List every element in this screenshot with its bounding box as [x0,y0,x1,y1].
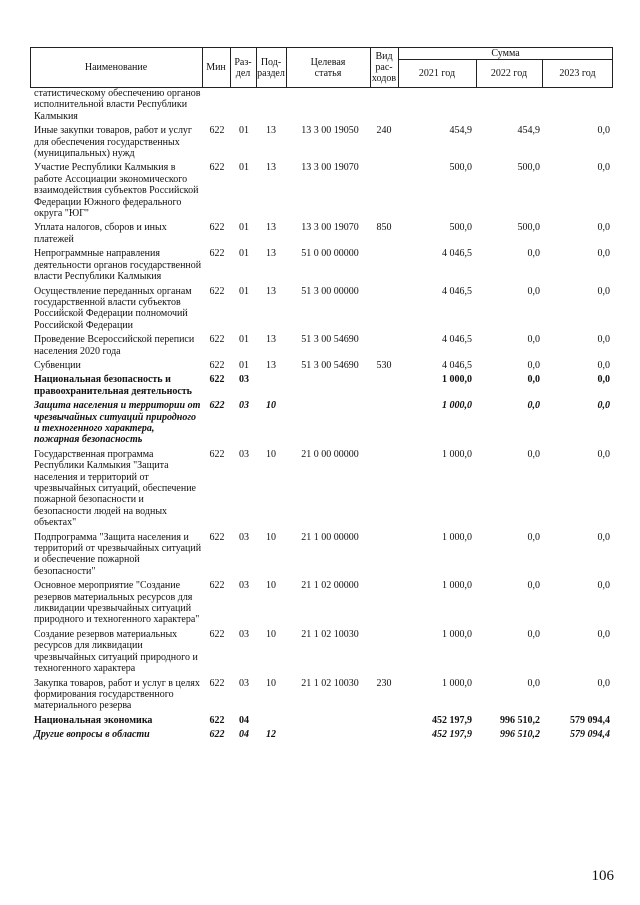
row-celevaya-statya: 51 3 00 54690 [301,334,359,346]
row-vid-rashodov: 850 [376,222,392,234]
row-podrazdel: 10 [266,531,276,543]
row-podrazdel: 13 [266,125,276,137]
row-sum-2021: 1 000,0 [442,677,472,689]
row-min: 622 [209,400,225,412]
row-celevaya-statya: 51 3 00 00000 [301,285,359,297]
row-sum-2021: 1 000,0 [442,580,472,592]
row-min: 622 [209,222,225,234]
row-name: Иные закупки товаров, работ и услуг для обеспечения государственных (муниципальных) нужд [34,125,193,160]
row-celevaya-statya: 51 3 00 54690 [301,359,359,371]
row-podrazdel: 10 [266,400,276,412]
row-podrazdel: 13 [266,162,276,174]
row-min: 622 [209,448,225,460]
row-sum-2021: 1 000,0 [442,628,472,640]
row-min: 622 [209,374,225,386]
row-vid-rashodov: 230 [376,677,392,689]
row-sum-2022: 996 510,2 [500,729,540,741]
row-sum-2021: 1 000,0 [442,374,472,386]
table-row [30,248,613,282]
row-sum-2022: 500,0 [517,222,540,234]
row-sum-2021: 4 046,5 [442,359,472,371]
row-vid-rashodov: 530 [376,359,392,371]
table-row [30,125,613,159]
row-sum-2023: 0,0 [597,580,610,592]
table-header [30,47,613,88]
row-sum-2023: 0,0 [597,531,610,543]
row-podrazdel: 13 [266,285,276,297]
row-razdel: 01 [239,285,249,297]
row-sum-2021: 1 000,0 [442,448,472,460]
table-row [30,400,613,446]
row-min: 622 [209,125,225,137]
header-celevaya: Целевая статья [310,56,346,79]
row-name: статистическому обеспечению органов исполнительной власти Республики Калмыкия [34,88,201,122]
table-row [30,286,613,332]
row-min: 622 [209,334,225,346]
row-sum-2023: 0,0 [597,285,610,297]
row-celevaya-statya: 13 3 00 19050 [301,125,359,137]
row-razdel: 03 [239,580,249,592]
row-min: 622 [209,580,225,592]
row-podrazdel: 13 [266,359,276,371]
row-razdel: 03 [239,531,249,543]
row-sum-2022: 996 510,2 [500,714,540,726]
row-sum-2022: 0,0 [527,448,540,460]
table-row [30,334,613,357]
row-celevaya-statya: 21 1 00 00000 [301,531,359,543]
row-sum-2021: 452 197,9 [432,714,472,726]
table-row [30,222,613,245]
row-sum-2023: 0,0 [597,125,610,137]
row-sum-2021: 1 000,0 [442,400,472,412]
row-min: 622 [209,359,225,371]
row-min: 622 [209,531,225,543]
row-razdel: 03 [239,677,249,689]
row-razdel: 03 [239,374,249,386]
table-row [30,88,613,122]
row-sum-2022: 0,0 [527,248,540,260]
row-sum-2021: 500,0 [449,162,472,174]
row-razdel: 01 [239,222,249,234]
row-podrazdel: 10 [266,628,276,640]
row-razdel: 01 [239,162,249,174]
row-name: Государственная программа Республики Калмыкия "Защита населения и территорий от чрезвычайных ситуаций, обеспечение пожарной безопасности и безопасности людей на водных объектах" [34,448,196,529]
row-name: Защита населения и территории от чрезвычайных ситуаций природного и техногенного характера, пожарная безопасность [34,400,201,446]
header-vid: Вид рас- ходов [371,51,397,84]
table-row [30,449,613,529]
row-sum-2021: 4 046,5 [442,285,472,297]
row-celevaya-statya: 21 1 02 00000 [301,580,359,592]
table-row [30,580,613,626]
table-row [30,162,613,219]
row-razdel: 04 [239,714,249,726]
row-podrazdel: 10 [266,677,276,689]
row-sum-2021: 4 046,5 [442,334,472,346]
row-sum-2023: 0,0 [597,628,610,640]
row-sum-2023: 0,0 [597,162,610,174]
row-razdel: 03 [239,448,249,460]
row-name: Подпрограмма "Защита населения и территорий от чрезвычайных ситуаций и обеспечение пожарной безопасности" [34,531,202,577]
header-name: Наименование [84,62,148,73]
row-sum-2022: 0,0 [527,400,540,412]
row-name: Создание резервов материальных ресурсов для ликвидации чрезвычайных ситуаций природного и техногенного характера [34,628,198,675]
table-row [30,715,613,726]
table-row [30,374,613,397]
header-summa: Сумма [491,47,520,59]
header-y2022: 2022 год [490,68,528,79]
table-row [30,729,613,740]
page-number: 106 [591,868,614,884]
table-row [30,678,613,712]
row-podrazdel: 10 [266,448,276,460]
row-celevaya-statya: 21 1 02 10030 [301,677,359,689]
row-podrazdel: 10 [266,580,276,592]
row-sum-2022: 0,0 [527,285,540,297]
row-name: Основное мероприятие "Создание резервов материальных ресурсов для ликвидации чрезвычайных ситуаций природного и техногенного характера" [34,580,200,626]
row-sum-2022: 0,0 [527,580,540,592]
row-sum-2022: 0,0 [527,677,540,689]
row-razdel: 03 [239,400,249,412]
row-sum-2022: 0,0 [527,359,540,371]
row-sum-2022: 0,0 [527,374,540,386]
row-razdel: 01 [239,248,249,260]
row-sum-2022: 0,0 [527,628,540,640]
row-name: Осуществление переданных органам государственной власти субъектов Российской Федерации полномочий Российской Федерации [34,285,192,331]
row-name: Уплата налогов, сборов и иных платежей [34,222,167,245]
row-celevaya-statya: 13 3 00 19070 [301,222,359,234]
row-name: Другие вопросы в области [34,729,150,741]
row-celevaya-statya: 21 0 00 00000 [301,448,359,460]
row-min: 622 [209,248,225,260]
row-razdel: 01 [239,359,249,371]
row-razdel: 01 [239,334,249,346]
row-name: Участие Республики Калмыкия в работе Ассоциации экономического взаимодействия субъектов Российской Федерации Южного федерального округа "ЮГ" [34,162,199,220]
header-razdel: Раз- дел [234,56,252,79]
row-name: Национальная безопасность и правоохранительная деятельность [34,374,192,397]
row-sum-2023: 579 094,4 [570,714,610,726]
row-podrazdel: 13 [266,334,276,346]
row-sum-2021: 454,9 [449,125,472,137]
row-sum-2022: 0,0 [527,334,540,346]
table-row [30,360,613,371]
row-sum-2023: 0,0 [597,374,610,386]
row-sum-2022: 500,0 [517,162,540,174]
row-sum-2021: 452 197,9 [432,729,472,741]
header-min: Мин [206,62,226,73]
row-name: Закупка товаров, работ и услуг в целях формирования государственного материального резерва [34,677,200,712]
row-min: 622 [209,677,225,689]
row-sum-2021: 1 000,0 [442,531,472,543]
row-name: Субвенции [34,359,81,371]
row-sum-2023: 0,0 [597,359,610,371]
row-min: 622 [209,714,225,726]
row-sum-2021: 4 046,5 [442,248,472,260]
header-y2021: 2021 год [418,68,456,79]
table-row [30,532,613,578]
row-razdel: 04 [239,729,249,741]
row-vid-rashodov: 240 [376,125,392,137]
row-sum-2023: 0,0 [597,222,610,234]
row-sum-2023: 0,0 [597,677,610,689]
row-sum-2023: 0,0 [597,334,610,346]
row-sum-2022: 0,0 [527,531,540,543]
row-podrazdel: 12 [266,729,276,741]
row-name: Проведение Всероссийской переписи населения 2020 года [34,334,195,357]
row-sum-2022: 454,9 [517,125,540,137]
row-name: Национальная экономика [34,714,153,726]
row-name: Непрограммные направления деятельности органов государственной власти Республики Калмыкия [34,248,202,283]
row-podrazdel: 13 [266,248,276,260]
row-razdel: 03 [239,628,249,640]
row-min: 622 [209,285,225,297]
row-podrazdel: 13 [266,222,276,234]
header-podrazdel: Под- раздел [257,56,285,79]
row-celevaya-statya: 21 1 02 10030 [301,628,359,640]
table-row [30,629,613,675]
budget-table-body [30,88,613,744]
row-celevaya-statya: 51 0 00 00000 [301,248,359,260]
row-sum-2023: 0,0 [597,248,610,260]
row-celevaya-statya: 13 3 00 19070 [301,162,359,174]
row-sum-2023: 0,0 [597,400,610,412]
row-min: 622 [209,729,225,741]
header-y2023: 2023 год [559,68,596,79]
row-min: 622 [209,628,225,640]
row-sum-2023: 0,0 [597,448,610,460]
row-sum-2023: 579 094,4 [570,729,610,741]
row-razdel: 01 [239,125,249,137]
row-min: 622 [209,162,225,174]
row-sum-2021: 500,0 [449,222,472,234]
